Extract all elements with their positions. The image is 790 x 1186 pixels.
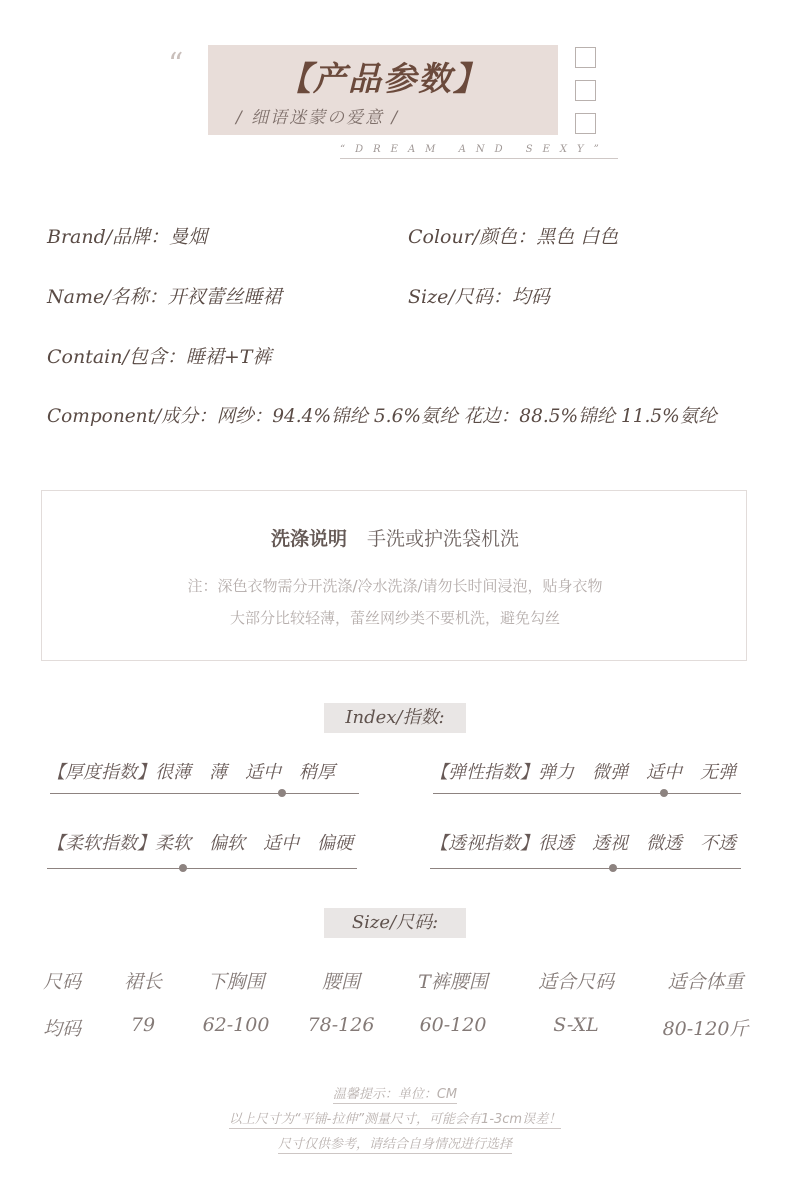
washing-box xyxy=(41,490,747,661)
washing-label: 洗涤说明 xyxy=(270,528,347,550)
index-transparency xyxy=(430,829,741,873)
index-heading: Index/指数: xyxy=(324,703,466,733)
footer-line2: 以上尺寸为“平铺-拉伸”测量尺寸，可能会有1-3cm误差！ xyxy=(228,1112,562,1127)
square-icon xyxy=(575,47,596,68)
spec-brand: Brand/品牌：曼烟 xyxy=(47,226,208,248)
spec-name: Name/名称：开衩蕾丝睡裙 xyxy=(47,286,282,308)
table-header: 适合尺码 xyxy=(537,971,614,993)
table-cell: 60-120 xyxy=(419,1014,487,1036)
square-icon xyxy=(575,113,596,134)
quote-mark-icon: “ xyxy=(168,47,184,82)
table-header: 适合体重 xyxy=(667,971,744,993)
square-icon xyxy=(575,80,596,101)
index-track xyxy=(50,793,359,794)
tagline: “DREAM AND SEXY” xyxy=(340,144,618,159)
spec-size: Size/尺码：均码 xyxy=(408,286,550,308)
index-marker xyxy=(660,789,668,797)
table-cell: 80-120斤 xyxy=(662,1018,749,1040)
index-label: 【透视指数】很透 透视 微透 不透 xyxy=(430,833,736,854)
table-header: 下胸围 xyxy=(207,971,265,993)
index-label: 【柔软指数】柔软 偏软 适中 偏硬 xyxy=(47,833,353,854)
index-track xyxy=(47,868,357,869)
page-subtitle: / 细语迷蒙の爱意 / xyxy=(236,108,400,128)
washing-note-line2: 大部分比较轻薄，蕾丝网纱类不要机洗，避免勾丝 xyxy=(229,609,560,627)
index-label: 【厚度指数】很薄 薄 适中 稍厚 xyxy=(47,762,335,783)
index-thickness xyxy=(47,758,359,798)
index-marker xyxy=(609,864,617,872)
table-cell: 78-126 xyxy=(307,1014,375,1036)
footer-line1: 温馨提示：单位：CM xyxy=(332,1087,458,1102)
footer-line3: 尺寸仅供参考，请结合自身情况进行选择 xyxy=(277,1137,512,1152)
index-track xyxy=(430,868,741,869)
spec-contain: Contain/包含：睡裙+T裤 xyxy=(47,346,272,368)
page-title: 【产品参数】 xyxy=(278,59,488,98)
washing-method: 手洗或护洗袋机洗 xyxy=(367,528,520,550)
table-cell: 62-100 xyxy=(202,1014,270,1036)
washing-title xyxy=(42,524,748,551)
washing-note-line1: 注：深色衣物需分开洗涤/冷水洗涤/请勿长时间浸泡，贴身衣物 xyxy=(187,577,603,595)
table-header: T裤腰围 xyxy=(418,971,488,993)
index-track xyxy=(433,793,741,794)
index-softness xyxy=(47,829,357,873)
index-marker xyxy=(278,789,286,797)
index-elasticity xyxy=(430,758,741,798)
table-header: 裙长 xyxy=(123,971,162,993)
table-cell: S-XL xyxy=(553,1014,599,1036)
title-box xyxy=(208,45,558,135)
spec-component: Component/成分：网纱：94.4%锦纶 5.6%氨纶 花边：88.5%锦纶 11.5%氨纶 xyxy=(47,406,717,427)
table-cell: 均码 xyxy=(42,1018,81,1040)
table-header: 尺码 xyxy=(42,971,81,993)
index-label: 【弹性指数】弹力 微弹 适中 无弹 xyxy=(430,762,736,783)
table-cell: 79 xyxy=(130,1014,156,1036)
size-heading: Size/尺码: xyxy=(324,908,466,938)
spec-colour: Colour/颜色：黑色 白色 xyxy=(408,226,619,248)
index-marker xyxy=(179,864,187,872)
table-header: 腰围 xyxy=(321,971,360,993)
